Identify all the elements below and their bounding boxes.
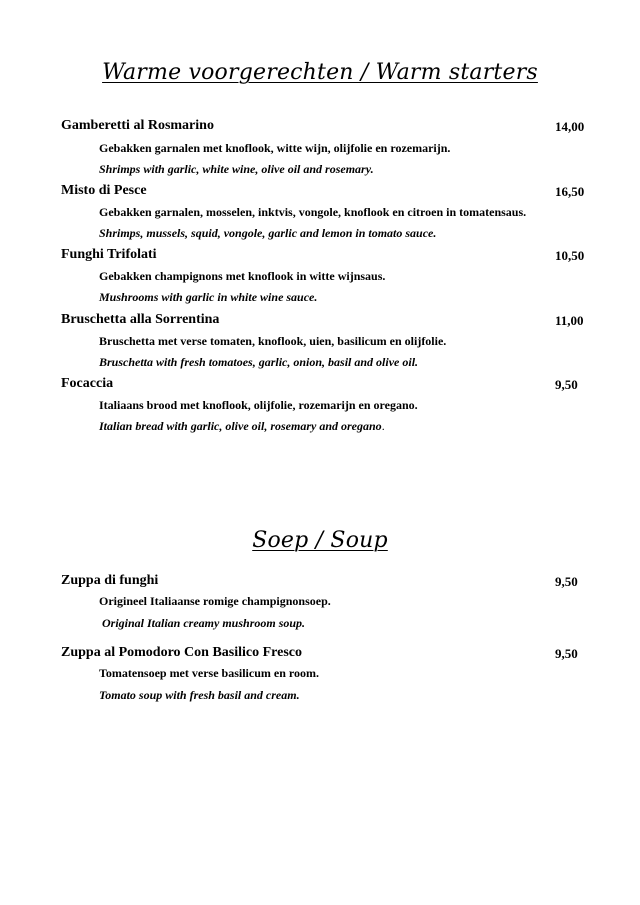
item-price: 14,00 xyxy=(555,119,585,134)
item-description-nl: Gebakken champignons met knoflook in witte wijnsaus. xyxy=(99,269,386,283)
item-name: Misto di Pesce xyxy=(61,183,147,198)
item-price: 9,50 xyxy=(555,574,578,589)
item-price: 10,50 xyxy=(555,248,585,263)
item-description-nl: Gebakken garnalen, mosselen, inktvis, vongole, knoflook en citroen in tomatensaus. xyxy=(99,205,527,219)
trailing-period: . xyxy=(381,419,385,433)
item-name: Zuppa al Pomodoro Con Basilico Fresco xyxy=(61,645,303,660)
item-description-en-text: Italian bread with garlic, olive oil, rosemary and oregano xyxy=(99,419,382,433)
item-name: Funghi Trifolati xyxy=(61,247,157,262)
item-description-en: Shrimps with garlic, white wine, olive oil and rosemary. xyxy=(99,162,374,176)
item-description-nl: Origineel Italiaanse romige champignonsoep. xyxy=(99,594,331,608)
item-description-nl: Italiaans brood met knoflook, olijfolie, rozemarijn en oregano. xyxy=(99,398,418,412)
item-description-nl: Bruschetta met verse tomaten, knoflook, uien, basilicum en olijfolie. xyxy=(99,334,447,348)
item-description-nl: Tomatensoep met verse basilicum en room. xyxy=(99,666,319,680)
item-description-nl: Gebakken garnalen met knoflook, witte wijn, olijfolie en rozemarijn. xyxy=(99,141,451,155)
item-name: Zuppa di funghi xyxy=(61,573,159,588)
item-price: 16,50 xyxy=(555,184,585,199)
item-description-en: Shrimps, mussels, squid, vongole, garlic and lemon in tomato sauce. xyxy=(99,226,437,240)
item-description-en xyxy=(99,419,385,434)
item-name: Bruschetta alla Sorrentina xyxy=(61,312,220,327)
item-description-en: Bruschetta with fresh tomatoes, garlic, onion, basil and olive oil. xyxy=(99,355,419,369)
item-price: 9,50 xyxy=(555,377,578,392)
item-description-en: Mushrooms with garlic in white wine sauce. xyxy=(99,290,318,304)
item-name: Focaccia xyxy=(61,376,114,391)
section-title-soup: Soep / Soup xyxy=(252,528,388,553)
section-title-warm-starters: Warme voorgerechten / Warm starters xyxy=(102,60,538,85)
item-description-en: Tomato soup with fresh basil and cream. xyxy=(99,688,300,702)
item-description-en: Original Italian creamy mushroom soup. xyxy=(102,616,306,630)
item-name: Gamberetti al Rosmarino xyxy=(61,118,214,133)
item-price: 9,50 xyxy=(555,646,578,661)
item-price: 11,00 xyxy=(555,313,584,328)
